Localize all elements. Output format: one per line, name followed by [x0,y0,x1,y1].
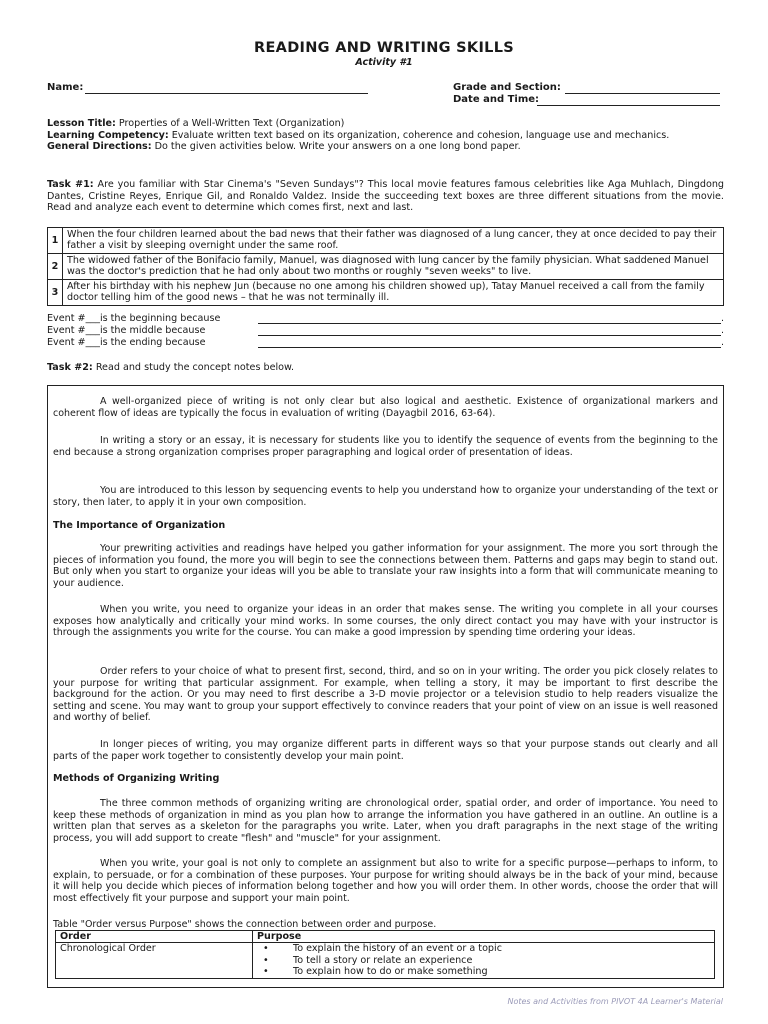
learning-competency-text: Evaluate written text based on its organization, coherence and cohesion, language use and mechanics. [168,129,670,141]
event-number: 2 [48,254,63,280]
learning-competency-label: Learning Competency: [47,129,169,141]
name-field-line[interactable] [85,93,368,94]
event-number: 3 [48,280,63,306]
purpose-list [257,943,710,977]
event-row [48,280,724,306]
date-time-label: Date and Time: [453,94,540,105]
event-row [48,254,724,280]
notes-paragraph: When you write, you need to organize your ideas in an order that makes sense. The writing you complete in all your courses exposes how analytically and critically your mind works. In some courses, the only direct contact you may have with your instructor is through the assignments you write for the course. You can make a good impression by spending time ordering your ideas. [53,604,718,639]
lesson-info [47,118,724,153]
event-row [48,228,724,254]
answer-blank[interactable] [258,323,721,324]
answer-line-ending[interactable]: Event #___is the ending because . [47,337,724,348]
task1-instructions [47,179,724,214]
name-label: Name: [47,82,84,93]
answer-line-beginning[interactable]: Event #___is the beginning because . [47,313,724,324]
table-caption: Table "Order versus Purpose" shows the connection between order and purpose. [53,919,437,930]
answer-prompt: Event #___is the beginning because [47,313,221,324]
learning-competency-line [47,130,724,142]
events-table [47,227,724,306]
notes-paragraph: The three common methods of organizing writing are chronological order, spatial order, and order of importance. You need to keep these methods of organization in mind as you plan how to arrange the information you have gathered in an outline. An outline is a written plan that serves as a skeleton for the paragraphs you write. Later, when you draft paragraphs in the next stage of the writing process, you will add support to create "flesh" and "muscle" for your assignment. [53,798,718,844]
event-text: The widowed father of the Bonifacio family, Manuel, was diagnosed with lung cancer by the family physician. What saddened Manuel was the doctor's prediction that he had only about two months or roughly "seven weeks" to live. [63,254,724,280]
task1-label: Task #1: [47,179,94,190]
purpose-cell [253,943,715,978]
order-purpose-table [55,930,715,979]
notes-paragraph: In writing a story or an essay, it is necessary for students like you to identify the sequence of events from the beginning to the end because a strong organization comprises proper paragraphing and logical order of presentation of ideas. [53,435,718,458]
notes-paragraph: When you write, your goal is not only to complete an assignment but also to write for a specific purpose—perhaps to inform, to explain, to persuade, or for a combination of these purposes. Your purpose for writing should always be in the back of your mind, because it will help you decide which pieces of information belong together and how you will order them. In other words, choose the order that will most effectively fit your purpose and support your main point. [53,858,718,904]
answer-blank[interactable] [258,347,721,348]
event-text: When the four children learned about the bad news that their father was diagnosed of a lung cancer, they at once decided to pay their father a visit by sleeping overnight under the same roof. [63,228,724,254]
grade-section-label: Grade and Section: [453,82,561,93]
notes-paragraph: In longer pieces of writing, you may organize different parts in different ways so that your purpose stands out clearly and all parts of the paper work together to consistently develop your main point. [53,739,718,762]
purpose-item: • To explain the history of an event or a topic [293,943,710,954]
notes-paragraph: Order refers to your choice of what to present first, second, third, and so on in your writing. The order you pick closely relates to your purpose for writing that particular assignment. For example, when telling a story, it may be important to first describe the background for the action. Or you may need to first describe a 3-D movie projector or a television studio to help readers visualize the setting and scene. You may want to group your support effectively to convince readers that your point of view on an issue is well reasoned and worthy of belief. [53,666,718,724]
notes-paragraph: You are introduced to this lesson by sequencing events to help you understand how to organize your understanding of the text or story, then later, to apply it in your own composition. [53,485,718,508]
task2-instructions [47,362,724,374]
lesson-title-label: Lesson Title: [47,118,116,129]
notes-paragraph: Your prewriting activities and readings have helped you gather information for your assignment. The more you sort through the pieces of information you found, the more you will begin to see the connections between them. Patterns and gaps may begin to stand out. But only when you start to organize your ideas will you be able to translate your raw insights into a form that will communicate meaning to your audience. [53,543,718,589]
activity-subtitle: Activity #1 [355,57,413,68]
page-title: READING AND WRITING SKILLS [254,40,514,56]
table-header-row [56,931,715,943]
lesson-title-text: Properties of a Well-Written Text (Organization) [115,118,345,129]
date-time-field-line[interactable] [537,105,720,106]
task1-text: Are you familiar with Star Cinema's "Seven Sundays"? This local movie features famous celebrities like Aga Muhlach, Dingdong Dantes, Cristine Reyes, Enrique Gil, and Ronaldo Valdez. Inside the succeeding text boxes are three different situations from the movie. Read and analyze each event to determine which comes first, next and last. [47,179,725,214]
answer-prompt: Event #___is the ending because [47,337,206,348]
lesson-title-line [47,118,724,130]
table-row [56,943,715,978]
event-number: 1 [48,228,63,254]
task2-text: Read and study the concept notes below. [92,362,295,373]
answer-prompt: Event #___is the middle because [47,325,206,336]
answer-blank[interactable] [258,335,721,336]
general-directions-label: General Directions: [47,141,152,153]
task2-label: Task #2: [47,362,93,373]
answer-line-middle[interactable]: Event #___is the middle because . [47,325,724,336]
general-directions-line [47,141,724,153]
column-header-purpose: Purpose [253,931,715,943]
grade-section-field-line[interactable] [565,93,720,94]
section-heading-importance: The Importance of Organization [53,520,226,531]
notes-paragraph: A well-organized piece of writing is not only clear but also logical and aesthetic. Existence of organizational markers and coherent flow of ideas are typically the focus in evaluation of writing (Dayagbil 2016, 63-64). [53,396,718,419]
section-heading-methods: Methods of Organizing Writing [53,773,220,784]
purpose-item: • To tell a story or relate an experience [293,955,710,966]
column-header-order: Order [56,931,253,943]
purpose-item: • To explain how to do or make something [293,966,710,977]
event-text: After his birthday with his nephew Jun (because no one among his children showed up), Tatay Manuel received a call from the family doctor telling him of the good news – that he was not terminally ill. [63,280,724,306]
general-directions-text: Do the given activities below. Write your answers on a one long bond paper. [151,141,521,153]
order-cell: Chronological Order [56,943,253,978]
footer-source-note: Notes and Activities from PIVOT 4A Learner's Material [507,997,723,1006]
